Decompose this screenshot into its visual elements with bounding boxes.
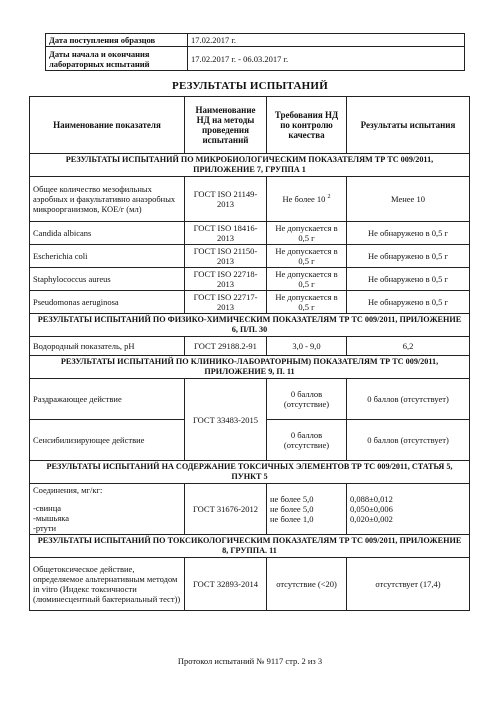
metal-name: -ртути — [33, 523, 57, 533]
indicator-name: Общее количество мезофильных аэробных и факультативно анаэробных микроорганизмов, КОЕ/г (мл) — [30, 177, 185, 222]
metal-result: 0,020±0,002 — [350, 514, 393, 524]
result-value: Не обнаружено в 0,5 г — [347, 222, 470, 245]
section-row-phys — [30, 314, 470, 337]
metal-result: 0,050±0,006 — [350, 504, 393, 514]
section-title-micro: РЕЗУЛЬТАТЫ ИСПЫТАНИЙ ПО МИКРОБИОЛОГИЧЕСКИМ ПОКАЗАТЕЛЯМ ТР ТС 009/2011, ПРИЛОЖЕНИЕ 7, ГРУППА 1 — [30, 154, 470, 177]
metal-result: 0,088±0,012 — [350, 494, 393, 504]
header-results: Результаты испытания — [347, 97, 470, 154]
table-row — [30, 222, 470, 245]
indicator-name: Раздражающее действие — [30, 379, 185, 420]
result-value — [347, 484, 470, 535]
header-indicator: Наименование показателя — [30, 97, 185, 154]
section-row-micro — [30, 154, 470, 177]
indicator-name: Сенсибилизирующее действие — [30, 420, 185, 461]
result-value: Не обнаружено в 0,5 г — [347, 268, 470, 291]
section-row-clinic — [30, 356, 470, 379]
requirement-value: Не допускается в 0,5 г — [267, 245, 347, 268]
result-value: 0 баллов (отсутствует) — [347, 420, 470, 461]
requirement-exponent: 2 — [327, 194, 331, 201]
table-row — [30, 177, 470, 222]
requirement-value — [267, 484, 347, 535]
result-value: Не обнаружено в 0,5 г — [347, 245, 470, 268]
section-title-toxic: РЕЗУЛЬТАТЫ ИСПЫТАНИЙ НА СОДЕРЖАНИЕ ТОКСИЧНЫХ ЭЛЕМЕНТОВ ТР ТС 009/2011, СТАТЬЯ 5, ПУНКТ 5 — [30, 461, 470, 484]
metal-requirement: не более 5,0 — [270, 504, 314, 514]
table-row — [30, 291, 470, 314]
table-row — [30, 245, 470, 268]
method-name: ГОСТ ISO 21149-2013 — [185, 177, 267, 222]
indicator-name: Escherichia coli — [30, 245, 185, 268]
method-name: ГОСТ ISO 21150-2013 — [185, 245, 267, 268]
result-value: 6,2 — [347, 337, 470, 356]
method-name: ГОСТ 31676-2012 — [185, 484, 267, 535]
sample-info-table — [45, 33, 465, 71]
requirement-value — [267, 177, 347, 222]
requirement-value: 3,0 - 9,0 — [267, 337, 347, 356]
method-name: ГОСТ 29188.2-91 — [185, 337, 267, 356]
indicator-name — [30, 484, 185, 535]
method-name: ГОСТ ISO 18416-2013 — [185, 222, 267, 245]
received-date-label: Дата поступления образцов — [46, 34, 188, 47]
section-row-toxic — [30, 461, 470, 484]
metal-name: -свинца — [33, 503, 62, 513]
section-title-clinic: РЕЗУЛЬТАТЫ ИСПЫТАНИЙ ПО КЛИНИКО-ЛАБОРАТОРНЫМ) ПОКАЗАТЕЛЯМ ТР ТС 009/2011, ПРИЛОЖЕНИЕ 9, П. 11 — [30, 356, 470, 379]
metal-name: -мышьяка — [33, 513, 70, 523]
section-row-toxicol — [30, 535, 470, 558]
test-period-value: 17.02.2017 г. - 06.03.2017 г. — [188, 47, 465, 71]
result-value: 0 баллов (отсутствует) — [347, 379, 470, 420]
metals-label: Соединения, мг/кг: — [33, 485, 103, 495]
received-date-value: 17.02.2017 г. — [188, 34, 465, 47]
indicator-name: Общетоксическое действие, определяемое альтернативным методом in vitro (Индекс токсичности (люминесцентный бактериальный тест)) — [30, 558, 185, 611]
results-heading: РЕЗУЛЬТАТЫ ИСПЫТАНИЙ — [172, 80, 328, 92]
requirement-value: отсутствие (<20) — [267, 558, 347, 611]
requirement-text: Не более 10 — [282, 194, 326, 204]
method-name: ГОСТ 32893-2014 — [185, 558, 267, 611]
requirement-value: Не допускается в 0,5 г — [267, 222, 347, 245]
indicator-name: Pseudomonas aeruginosa — [30, 291, 185, 314]
results-table — [29, 96, 470, 611]
requirement-value: 0 баллов (отсутствие) — [267, 420, 347, 461]
table-header-row — [30, 97, 470, 154]
section-title-phys: РЕЗУЛЬТАТЫ ИСПЫТАНИЙ ПО ФИЗИКО-ХИМИЧЕСКИМ ПОКАЗАТЕЛЯМ ТР ТС 009/2011, ПРИЛОЖЕНИЕ 6, П/П. 30 — [30, 314, 470, 337]
page-footer: Протокол испытаний № 9117 стр. 2 из 3 — [177, 656, 323, 666]
requirement-value: Не допускается в 0,5 г — [267, 291, 347, 314]
indicator-name: Водородный показатель, pH — [30, 337, 185, 356]
table-row — [30, 558, 470, 611]
method-name: ГОСТ 33483-2015 — [185, 379, 267, 461]
test-period-label: Даты начала и окончания лабораторных испытаний — [46, 47, 188, 71]
indicator-name: Candida albicans — [30, 222, 185, 245]
method-name: ГОСТ ISO 22717-2013 — [185, 291, 267, 314]
result-value: Не обнаружено в 0,5 г — [347, 291, 470, 314]
method-name: ГОСТ ISO 22718-2013 — [185, 268, 267, 291]
table-row — [30, 379, 470, 420]
indicator-name: Staphylococcus aureus — [30, 268, 185, 291]
header-requirements: Требования НД по контролю качества — [267, 97, 347, 154]
result-value: отсутствует (17,4) — [347, 558, 470, 611]
requirement-value: 0 баллов (отсутствие) — [267, 379, 347, 420]
table-row — [30, 484, 470, 535]
table-row — [30, 337, 470, 356]
header-method: Наименование НД на методы проведения испытаний — [185, 97, 267, 154]
metal-requirement: не более 1,0 — [270, 514, 314, 524]
metal-requirement: не более 5,0 — [270, 494, 314, 504]
requirement-value: Не допускается в 0,5 г — [267, 268, 347, 291]
section-title-toxicol: РЕЗУЛЬТАТЫ ИСПЫТАНИЙ ПО ТОКСИКОЛОГИЧЕСКИМ ПОКАЗАТЕЛЯМ ТР ТС 009/2011, ПРИЛОЖЕНИЕ 8, ГРУППА. 11 — [30, 535, 470, 558]
table-row — [30, 268, 470, 291]
result-value: Менее 10 — [347, 177, 470, 222]
